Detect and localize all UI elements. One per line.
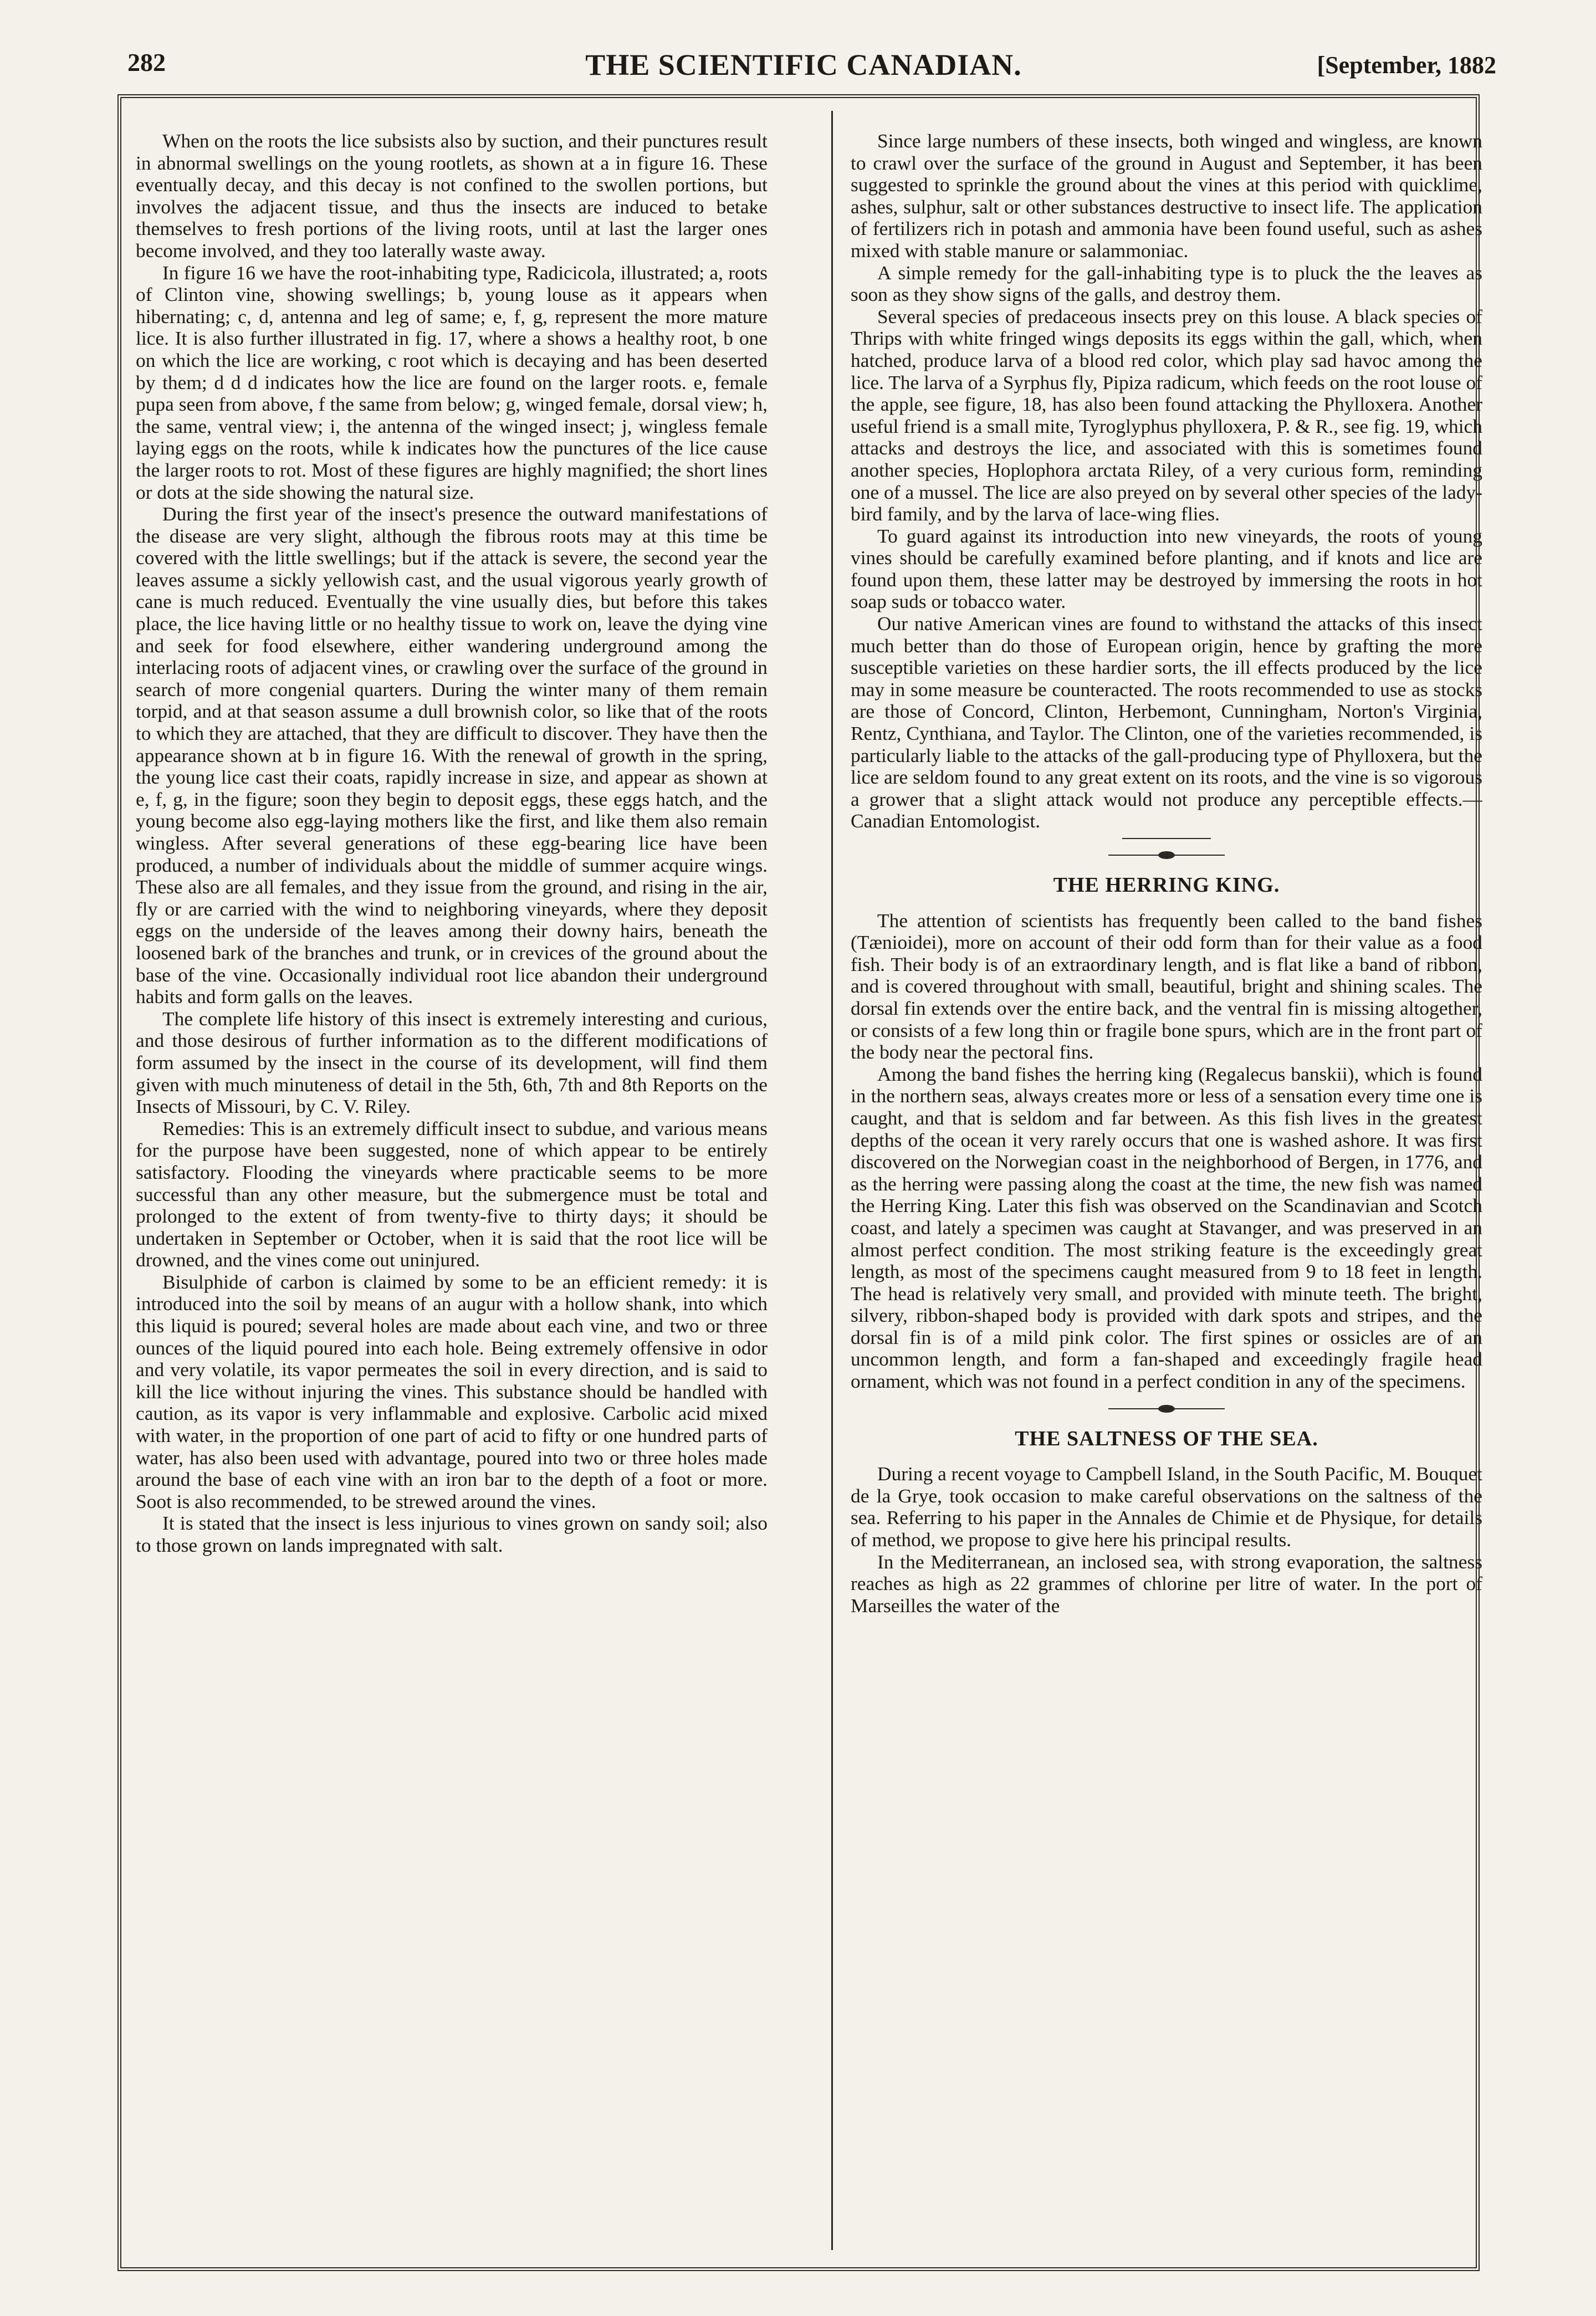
paragraph: The complete life history of this insect is extremely interesting and curious, and those desirous of further information as to the different modifications of form assumed by the insect in the course of its development, will find them given with much minuteness of detail in the 5th, 6th, 7th and 8th Reports on the Insects of Missouri, by C. V. Riley.	[136, 1007, 768, 1118]
paragraph: To guard against its introduction into new vineyards, the roots of young vines should be carefully examined before planting, and if knots and lice are found upon them, these latter may be destroyed by immersing the roots in hot soap suds or tobacco water.	[851, 524, 1482, 613]
column-divider	[831, 111, 833, 2250]
paragraph: The attention of scientists has frequently been called to the band fishes (Tænioidei), more on account of their odd form than for their value as a food fish. Their body is of an extraordinary length, and is flat like a band of ribbon, and is covered throughout with small, beautiful, bright and shining scales. The dorsal fin extends over the entire back, and the ventral fin is missing altogether, or consists of a few long thin or fragile bone spurs, which are in the front part of the body near the pectoral fins.	[851, 909, 1482, 1064]
end-rule	[1122, 838, 1211, 839]
paragraph: A simple remedy for the gall-inhabiting type is to pluck the the leaves as soon as they show signs of the galls, and destroy them.	[851, 261, 1482, 306]
running-title: THE SCIENTIFIC CANADIAN.	[585, 48, 1022, 81]
paragraph: Our native American vines are found to withstand the attacks of this insect much better than do those of European origin, hence by grafting the more susceptible varieties on these hardier sorts, the ill effects produced by the lice may in some measure be counteracted. The roots recommended to use as stocks are those of Concord, Clinton, Herbemont, Cunningham, Norton's Virginia, Rentz, Cynthiana, and Taylor. The Clinton, one of the varieties recommended, is particularly liable to the attacks of the gall-producing type of Phylloxera, but the lice are seldom found to any great extent on its roots, and the vine is so vigorous a grower that a slight attack would not produce any perceptible effects.—Canadian Entomologist.	[851, 612, 1482, 832]
paragraph: In figure 16 we have the root-inhabiting type, Radicicola, illustrated; a, roots of Clinton vine, showing swellings; b, young louse as it appears when hibernating; c, d, antenna and leg of same; e, f, g, represent the more mature lice. It is also further illustrated in fig. 17, where a shows a healthy root, b one on which the lice are working, c root which is decaying and has been deserted by them; d d d indicates how the lice are found on the larger roots. e, female pupa seen from above, f the same from below; g, winged female, dorsal view; h, the same, ventral view; i, the antenna of the winged insect; j, wingless female laying eggs on the roots, while k indicates how the punctures of the lice cause the larger roots to rot. Most of these figures are highly magnified; the short lines or dots at the side showing the natural size.	[136, 261, 768, 503]
page-header	[111, 43, 1496, 88]
section-title-saltness: THE SALTNESS OF THE SEA.	[1015, 1427, 1318, 1450]
page-number: 282	[127, 48, 166, 76]
paragraph: Several species of predaceous insects prey on this louse. A black species of Thrips with white fringed wings deposits its eggs within the gall, which, when hatched, produce larva of a blood red color, which play sad havoc among the lice. The larva of a Syrphus fly, Pipiza radicum, which feeds on the root louse of the apple, see figure, 18, has also been found attacking the Phylloxera. Another useful friend is a small mite, Tyroglyphus phylloxera, P. & R., see fig. 19, which attacks and destroys the lice, and associated with this is sometimes found another species, Hoplophora arctata Riley, of a very curious form, reminding one of a mussel. The lice are also preyed on by several other species of the lady-bird family, and by the larva of lace-wing flies.	[851, 305, 1482, 525]
section-ornament	[1108, 1408, 1225, 1409]
paragraph: In the Mediterranean, an inclosed sea, with strong evaporation, the saltness reaches as high as 22 grammes of chlorine per litre of water. In the port of Marseilles the water of the	[851, 1550, 1482, 1617]
paragraph: During a recent voyage to Campbell Island, in the South Pacific, M. Bouquet de la Grye, took occasion to make careful observations on the saltness of the sea. Referring to his paper in the Annales de Chimie et de Physique, for details of method, we propose to give here his principal results.	[851, 1463, 1482, 1551]
right-column	[851, 130, 1482, 2247]
paragraph: When on the roots the lice subsists also by suction, and their punctures result in abnormal swellings on the young rootlets, as shown at a in figure 16. These eventually decay, and this decay is not confined to the swollen portions, but involves the adjacent tissue, and thus the insects are induced to betake themselves to fresh portions of the living roots, until at last the larger ones become involved, and they too laterally waste away.	[136, 130, 768, 262]
paragraph: Remedies: This is an extremely difficult insect to subdue, and various means for the purpose have been suggested, none of which appear to be entirely satisfactory. Flooding the vineyards where practicable seems to be more successful than any other measure, but the submergence must be total and prolonged to the extent of from twenty-five to thirty days; it should be undertaken in September or October, when it is said that the root lice will be drowned, and the vines come out uninjured.	[136, 1117, 768, 1271]
section-ornament	[1108, 855, 1225, 856]
paragraph: Since large numbers of these insects, both winged and wingless, are known to crawl over the surface of the ground in August and September, it has been suggested to sprinkle the ground about the vines at this period with quicklime, ashes, sulphur, salt or other substances destructive to insect life. The application of fertilizers rich in potash and ammonia have been found useful, such as ashes mixed with stable manure or salammoniac.	[851, 130, 1482, 262]
paragraph: Bisulphide of carbon is claimed by some to be an efficient remedy: it is introduced into the soil by means of an augur with a hollow shank, into which this liquid is poured; several holes are made about each vine, and two or three ounces of the liquid poured into each hole. Being extremely offensive in odor and very volatile, its vapor permeates the soil in every direction, and is said to kill the lice without injuring the vines. This substance should be handled with caution, as its vapor is very inflammable and explosive. Carbolic acid mixed with water, in the proportion of one part of acid to fifty or one hundred parts of water, has also been used with advantage, poured into two or three holes made around the base of each vine with an iron bar to the depth of a foot or more. Soot is also recommended, to be strewed around the vines.	[136, 1270, 768, 1512]
paragraph: Among the band fishes the herring king (Regalecus banskii), which is found in the northern seas, always creates more or less of a sensation every time one is caught, and that is seldom and far between. As this fish lives in the greatest depths of the ocean it very rarely occurs that one is washed ashore. It was first discovered on the Norwegian coast in the neighborhood of Bergen, in 1776, and as the herring were passing along the coast at the time, the new fish was named the Herring King. Later this fish was observed on the Scandinavian and Scotch coast, and lately a specimen was caught at Stavanger, and was preserved in an almost perfect condition. The most striking feature is the exceedingly great length, as most of the specimens caught measured from 9 to 18 feet in length. The head is relatively very small, and provided with minute teeth. The bright, silvery, ribbon-shaped body is provided with dark spots and stripes, and the dorsal fin is of a mild pink color. The first spines or ossicles are of an uncommon length, and form a fan-shaped and exceedingly fragile head ornament, which was not found in a perfect condition in any of the specimens.	[851, 1062, 1482, 1393]
left-column	[136, 130, 768, 2247]
section-title-herring-king: THE HERRING KING.	[1053, 873, 1280, 897]
issue-date: [September, 1882	[1317, 52, 1496, 79]
paragraph: It is stated that the insect is less injurious to vines grown on sandy soil; also to those grown on lands impregnated with salt.	[136, 1512, 768, 1556]
paragraph: During the first year of the insect's presence the outward manifestations of the disease are very slight, although the fibrous roots may at this time be covered with the little swellings; but if the attack is severe, the second year the leaves assume a sickly yellowish cast, and the usual vigorous yearly growth of cane is much reduced. Eventually the vine usually dies, but before this takes place, the lice having little or no healthy tissue to work on, leave the dying vine and seek for food elsewhere, either wandering underground among the interlacing roots of adjacent vines, or crawling over the surface of the ground in search of more congenial quarters. During the winter many of them remain torpid, and at that season assume a dull brownish color, so like that of the roots to which they are attached, that they are difficult to discover. They have then the appearance shown at b in figure 16. With the renewal of growth in the spring, the young lice cast their coats, rapidly increase in size, and appear as shown at e, f, g, in the figure; soon they begin to deposit eggs, these eggs hatch, and the young become also egg-laying mothers like the first, and like them also remain wingless. After several generations of these egg-bearing lice have been produced, a number of individuals about the middle of summer acquire wings. These also are all females, and they issue from the ground, and rising in the air, fly or are carried with the wind to neighboring vineyards, where they deposit eggs on the underside of the leaves among their downy hairs, beneath the loosened bark of the branches and trunk, or in crevices of the ground about the base of the vine. Occasionally individual root lice abandon their underground habits and form galls on the leaves.	[136, 503, 768, 1008]
